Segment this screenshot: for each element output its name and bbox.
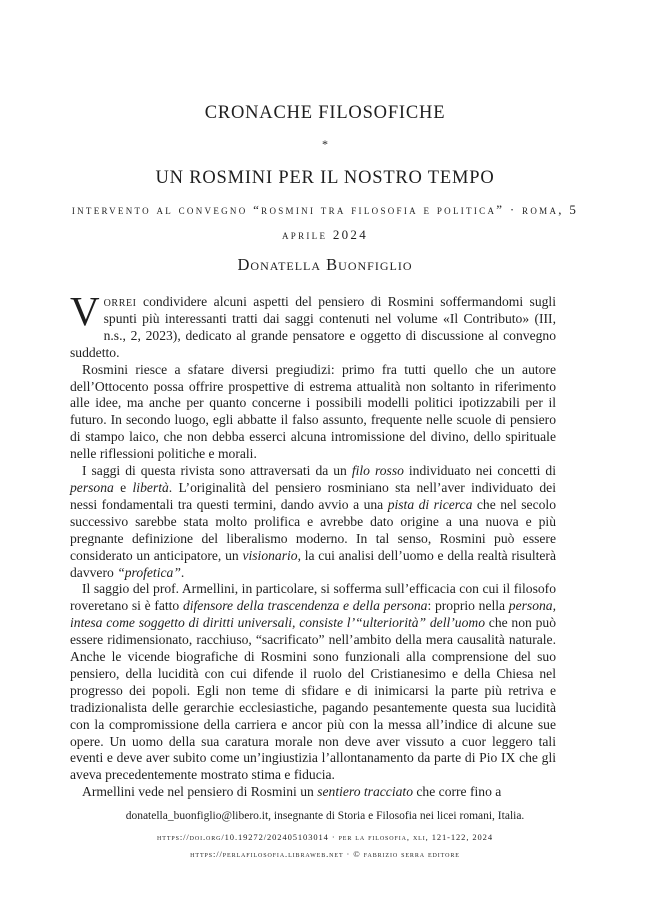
section-title: CRONACHE FILOSOFICHE bbox=[204, 103, 446, 123]
paragraph-4 bbox=[70, 581, 556, 784]
italic-phrase: filo rosso bbox=[351, 463, 404, 479]
text-run: . bbox=[180, 564, 185, 580]
text-run: , la cui analisi dell’uomo e della realtà risulterà davvero bbox=[70, 547, 556, 580]
text-run: Armellini vede nel pensiero di Rosmini un bbox=[82, 784, 318, 800]
italic-phrase: pista di ricerca bbox=[387, 496, 473, 512]
drop-cap: V bbox=[70, 288, 100, 334]
italic-phrase: sentiero tracciato bbox=[317, 784, 413, 800]
author-footnote: donatella_buonfiglio@libero.it, insegnante di Storia e Filosofia nei licei romani, Italia. bbox=[125, 810, 525, 822]
article-body bbox=[70, 288, 556, 801]
text-run: I saggi di questa rivista sono attraversati da un bbox=[82, 463, 352, 479]
italic-phrase: persona bbox=[70, 479, 114, 495]
lead-in-caps: orrei bbox=[103, 294, 137, 309]
paragraph-5 bbox=[70, 784, 556, 801]
paragraph-2: Rosmini riesce a sfatare diversi pregiudizi: primo fra tutti quello che un autore dell’Ottocento possa offrire prospettive di estrema attualità non soltanto in riferimento alle idee, ma anche per quanto concerne i possibili modelli politici ipotizzabili per il futuro. In secondo luogo, egli abbatte il falso assunto, frequente nelle scuole di pensiero di stampo laico, che non debba esserci alcuna intromissione del divino, dello spirituale nelle riflessioni politiche e morali. bbox=[70, 361, 556, 462]
text-run: che non può essere ridimensionato, racchiuso, “sacrificato” nell’ambito della mera causalità naturale. Anche le vicende biografiche di Rosmini sono funzionali alla comprensione del suo pensiero, della lucidità con cui difende il ruolo del Cristianesimo e della Chiesa nel progresso dei popoli. Egli non teme di sfidare e di inimicarsi la parte più retriva e tradizionalista delle gerarchie ecclesiastiche, pagando pesantemente questa sua lucidità con la compromissione della carriera e ancor più con la messa all’indice di alcune sue opere. Un uomo della sua caratura morale non deve aver vissuto a cuor leggero tali eventi e deve aver subito come un’ingiustizia l’allontanamento da parte di Pio IX che gli aveva precedentemente mostrato stima e fiducia. bbox=[70, 615, 556, 783]
article-title: UN ROSMINI PER IL NOSTRO TEMPO bbox=[155, 168, 495, 188]
doi-line: https://doi.org/10.19272/202405103014 · per la filosofia, xli, 121-122, 2024 bbox=[157, 832, 493, 842]
text-run: Il saggio del prof. Armellini, in particolare, si sofferma sull’efficacia con cui il filosofo roveretano si è fatto bbox=[70, 581, 556, 614]
paragraph-3 bbox=[70, 463, 556, 581]
text-run: individuato nei concetti di bbox=[403, 463, 556, 479]
italic-phrase: persona, intesa come soggetto di diritti universali, consiste l’“ulteriorità” dell’uomo bbox=[70, 598, 556, 631]
text-run: che corre fino a bbox=[413, 784, 502, 800]
italic-phrase: difensore della trascendenza e della persona bbox=[182, 598, 428, 614]
text-run: che nel secolo successivo sarebbe stata molto prolifica e avrebbe dato origine a una nuova e più pregnante definizione del liberalismo moderno. In tal senso, Rosmini può essere considerato un anticipatore, un bbox=[70, 496, 556, 563]
italic-phrase: visionario bbox=[242, 547, 298, 563]
italic-phrase: libertà bbox=[132, 479, 169, 495]
paragraph-1 bbox=[70, 288, 556, 362]
text-run: . L’originalità del pensiero rosminiano sta nell’aver individuato dei nessi fondamentali tra questi termini, dando avvio a una bbox=[70, 479, 556, 512]
author-name: Donatella Buonfiglio bbox=[237, 255, 413, 274]
text-run: e bbox=[113, 479, 133, 495]
article-subtitle: intervento al convegno “rosmini tra filosofia e politica” · roma, 5 aprile 2024 bbox=[71, 202, 579, 242]
title-separator: * bbox=[322, 137, 328, 151]
text-run: : proprio nella bbox=[427, 598, 509, 614]
italic-phrase: “profetica” bbox=[117, 564, 181, 580]
paragraph-text: condividere alcuni aspetti del pensiero di Rosmini soffermandomi sugli spunti più interessanti tratti dai saggi contenuti nel volume «Il Contributo» (III, n.s., 2, 2023), dedicato al grande pensatore e oggetto di discussione al convegno suddetto. bbox=[70, 294, 556, 360]
publisher-line: https://perlafilosofia.libraweb.net · © fabrizio serra editore bbox=[190, 849, 460, 859]
